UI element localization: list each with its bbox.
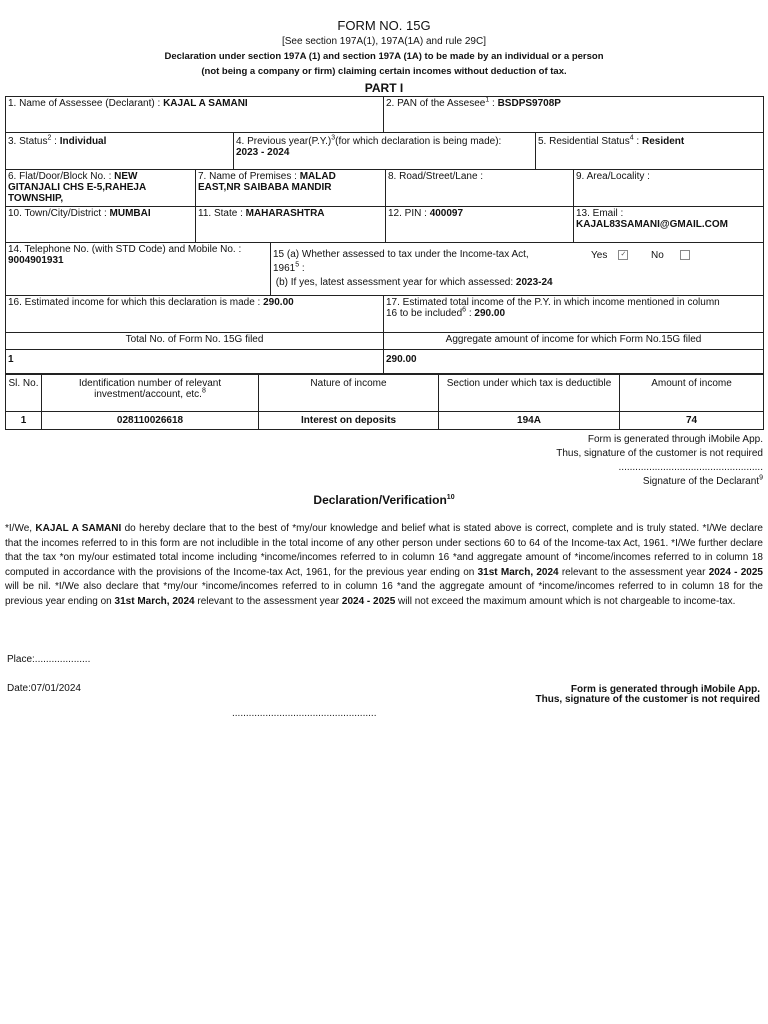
state-label: 11. State : [198,208,243,219]
footer-note-2: Thus, signature of the customer is not required [535,694,760,705]
field-road [386,170,574,207]
status-footnote: 2 [47,134,52,142]
no-label: No [651,250,664,261]
form-title: FORM NO. 15G [337,18,431,33]
place-field: Place:.................... [7,654,91,665]
field-telephone [6,243,271,296]
field-estimated-total: 17. Estimated total income of the P.Y. in which income mentioned in column 16 to be included$^6$ : 290.00 [384,296,764,333]
part-heading: PART I [364,81,404,95]
assessment-year-2: 2024 - 2025 [341,595,396,607]
section-reference: [See section 197A(1), 197A(1A) and rule 29C] [281,36,486,47]
header-amount: Amount of income [620,375,764,412]
assessed-label: 15 (a) Whether assessed to tax under the Income-tax Act, [273,249,529,260]
form-fields-table-1 [5,96,764,133]
yes-checkbox[interactable]: ✓ [618,250,628,260]
flat-value-1: NEW [114,171,138,182]
footer-signature-line: .................................................... [232,708,377,719]
form-fields-table-3 [5,169,764,243]
telephone-label: 14. Telephone No. (with STD Code) and Mobile No. : [8,244,242,255]
status-value: Individual [59,136,107,147]
previous-year-value: 2023 - 2024 [236,147,290,158]
date-field: Date:07/01/2024 [7,683,81,694]
signature-footnote: 9 [759,474,763,482]
yes-label: Yes [591,250,608,261]
field-state [196,207,386,243]
town-value: MUMBAI [109,208,151,219]
assessed-yes-option[interactable] [591,249,628,263]
flat-value-3: TOWNSHIP, [8,193,64,204]
header-nature: Nature of income [259,375,439,412]
no-checkbox[interactable] [680,250,690,260]
form-fields-table-4 [5,242,764,296]
header-sl-no: Sl. No. [6,375,42,412]
residential-value: Resident [641,136,685,147]
period-end-1: 31st March, 2024 [477,566,559,578]
flat-label: 6. Flat/Door/Block No. : [8,171,112,182]
total-forms-header: Total No. of Form No. 15G filed [6,333,384,350]
name-value: KAJAL A SAMANI [163,98,248,109]
field-premises [196,170,386,207]
form-fields-table-2 [5,132,764,170]
email-value: KAJAL83SAMANI@GMAIL.COM [576,219,728,230]
field-pan: 2. PAN of the Assesee$^1$ : BSDPS9708P [384,97,764,133]
field-estimated-income [6,296,384,333]
declaration-heading-line-2: (not being a company or firm) claiming certain incomes without deduction of tax. [201,66,567,77]
assessed-no-option[interactable] [651,249,690,263]
app-generated-note-1: Form is generated through iMobile App. [587,434,763,445]
residential-label: 5. Residential Status [538,136,630,147]
row-identification: 028110026618 [42,412,259,430]
pan-value: BSDPS9708P [497,98,561,109]
road-label: 8. Road/Street/Lane : [388,171,484,182]
flat-value-2: GITANJALI CHS E-5,RAHEJA [8,182,147,193]
pan-label: 2. PAN of the Assesee [386,98,486,109]
telephone-value: 9004901931 [8,255,64,266]
field-email [574,207,764,243]
previous-year-label-cont: (for which declaration is being made): [335,136,502,147]
app-generated-note-2: Thus, signature of the customer is not required [556,448,763,459]
name-label: 1. Name of Assessee (Declarant) : [8,98,161,109]
pin-label: 12. PIN : [388,208,427,219]
previous-year-label: 4. Previous year(P.Y.) [236,136,332,147]
signature-line: .................................................... [618,462,763,473]
footer-note-1: Form is generated through iMobile App. [570,684,760,695]
area-label: 9. Area/Locality : [576,171,650,182]
total-forms-value: 1 [6,350,384,374]
assessment-year-1: 2024 - 2025 [708,566,763,578]
latest-assessment-label: (b) If yes, latest assessment year for which assessed: [275,277,514,288]
declaration-title: Declaration/Verification$^{10}$ [313,493,455,507]
pin-value: 400097 [429,208,464,219]
field-name [6,97,384,133]
estimated-income-label: 16. Estimated income for which this declaration is made : [8,297,261,308]
field-residential-status: 5. Residential Status$^4$ : Resident [536,133,764,170]
form-fields-table-5 [5,295,764,374]
previous-year-footnote: 3 [331,134,336,142]
town-label: 10. Town/City/District : [8,208,107,219]
assessed-footnote: 5 [295,261,300,269]
row-nature: Interest on deposits [259,412,439,430]
row-section: 194A [439,412,620,430]
identification-footnote: 8 [201,387,206,395]
declarant-name: KAJAL A SAMANI [35,523,122,534]
estimated-total-label: 17. Estimated total income of the P.Y. in which income mentioned in column [386,297,720,308]
declaration-footnote: 10 [446,494,455,501]
residential-footnote: 4 [629,134,634,142]
latest-assessment-value: 2023-24 [515,277,553,288]
declaration-heading-line-1: Declaration under section 197A (1) and section 197A (1A) to be made by an individual or a person [164,51,604,62]
table-row [6,412,764,430]
row-amount: 74 [620,412,764,430]
field-flat [6,170,196,207]
premises-value-2: EAST,NR SAIBABA MANDIR [198,182,332,193]
estimated-total-footnote: 6 [462,306,467,314]
premises-value-1: MALAD [299,171,336,182]
status-label: 3. Status [8,136,48,147]
field-town [6,207,196,243]
aggregate-header: Aggregate amount of income for which Form No.15G filed [384,333,764,350]
estimated-total-label-cont: 16 to be included [386,308,463,319]
income-table [5,374,764,430]
field-previous-year [234,133,536,170]
field-area [574,170,764,207]
row-sl-no: 1 [6,412,42,430]
header-section: Section under which tax is deductible [439,375,620,412]
signature-label: Signature of the Declarant$^9$ [642,474,763,487]
estimated-income-value: 290.00 [263,297,294,308]
state-value: MAHARASHTRA [245,208,325,219]
assessed-label-cont: 1961 [273,263,296,274]
aggregate-value: 290.00 [384,350,764,374]
estimated-total-value: 290.00 [474,308,506,319]
field-assessed: 15 (a) Whether assessed to tax under the Income-tax Act, 1961$^5$ : (b) If yes, latest assessment year for which assessed: 2023-24 Yes ✓ No [271,243,764,296]
declaration-body: *I/We, KAJAL A SAMANI do hereby declare that to the best of *my/our knowledge and belief what is stated above is correct, complete and is truly stated. *I/We declare that the incomes referred to in this form are not includible in the total income of any other person under sections 60 to 64 of the Income-tax Act, 1961. *I/We further declare that the tax *on my/our estimated total income including *income/incomes referred to in column 16 *and aggregate amount of *income/incomes referred to in column 18 computed in accordance with the provisions of the Income-tax Act, 1961, for the previous year ending on 31st March, 2024 relevant to the assessment year 2024 - 2025 will be nil. *I/We also declare that *my/our *income/incomes referred to in column 16 *and the aggregate amount of *income/incomes referred to in column 18 for the previous year ending on 31st March, 2024 relevant to the assessment year 2024 - 2025 will not exceed the maximum amount which is not chargeable to income-tax. [5,523,763,607]
email-label: 13. Email : [576,208,624,219]
pan-footnote: 1 [485,96,490,104]
field-pin [386,207,574,243]
period-end-2: 31st March, 2024 [114,595,195,607]
premises-label: 7. Name of Premises : [198,171,297,182]
field-status: 3. Status$^2$ : Individual [6,133,234,170]
header-identification: Identification number of relevant investment/account, etc.$^8$ [42,375,259,412]
